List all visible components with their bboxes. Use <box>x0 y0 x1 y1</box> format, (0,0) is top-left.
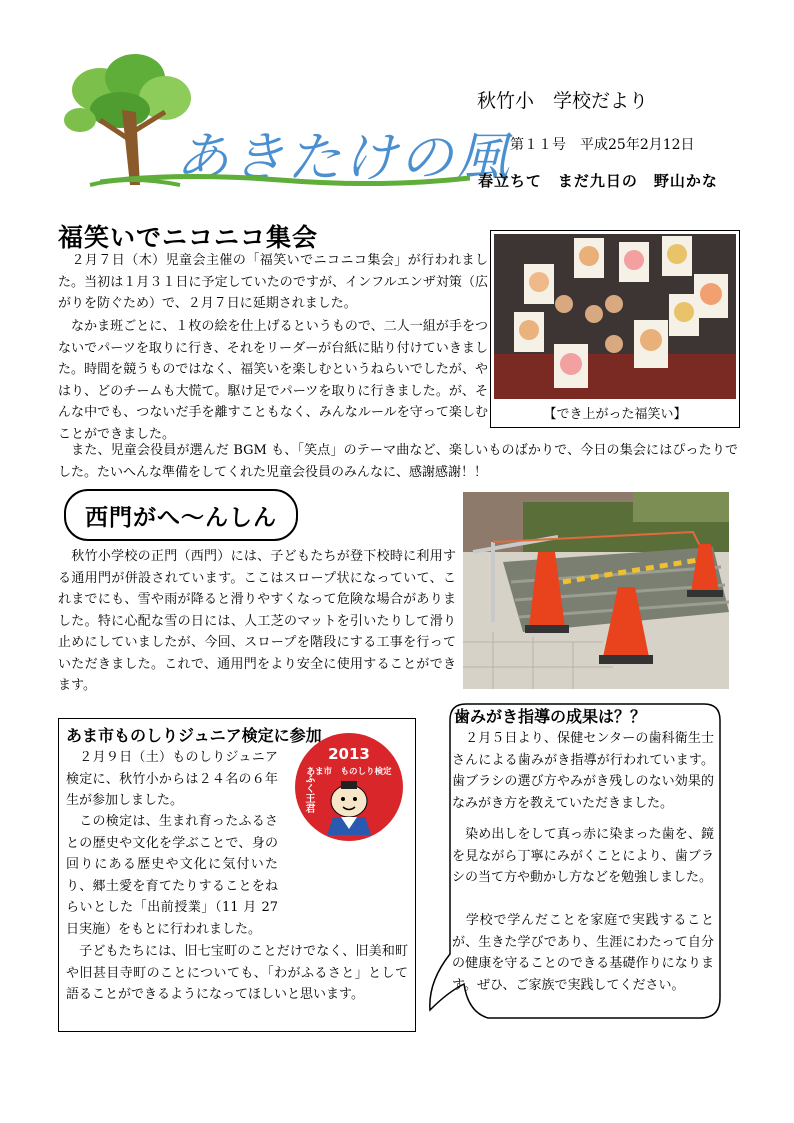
stairs-photo <box>463 492 729 689</box>
article1-paragraph-1: ２月７日（木）児童会主催の「福笑いでニコニコ集会」が行われました。当初は１月３１日に予定していたのですが、インフルエンザ対策（広がりを防ぐため）で、２月７日に延期されました。 <box>58 253 488 311</box>
article-title-nishimon <box>64 489 298 541</box>
masthead <box>60 50 760 200</box>
haiku: 春立ちて まだ九日の 野山かな <box>478 172 718 190</box>
fukuwarai-photo-frame <box>490 230 740 428</box>
article3-paragraph-3: 子どもたちには、旧七宝町のことだけでなく、旧美和町や旧甚目寺町のことについても、「わがふるさと」として語ることができるようになってほしいと思います。 <box>66 944 408 1002</box>
article-title-monoshiri: あま市ものしりジュニア検定に参加 <box>66 726 322 745</box>
fukuwarai-photo-caption: 【でき上がった福笑い】 <box>543 407 687 422</box>
monoshiri-badge <box>295 733 403 841</box>
article4-paragraph-3: 学校で学んだことを家庭で実践することが、生きた学びであり、生涯にわたって自分の健康を守ることのできる基礎作りになります。ぜひ、ご家族で実践してください。 <box>452 913 714 993</box>
article-title-hamigaki: 歯みがき指導の成果は？？ <box>454 707 647 726</box>
article3-paragraph-1: ２月９日（土）ものしりジュニア検定に、秋竹小からは２４名の６年生が参加しました。 <box>66 750 278 808</box>
article2-paragraph-1: 秋竹小学校の正門（西門）には、子どもたちが登下校時に利用する通用門が併設されています。ここはスロープ状になっていて、これまでにも、雪や雨が降ると滑りやすくなって危険な場合がありました。特に心配な雪の日には、人工芝のマットを引いたりして滑り止めにしていましたが、今回、スロープを階段にする工事を行っていただきました。これで、通用門をより安全に使用することができます。 <box>58 549 456 693</box>
mascot-illustration <box>319 779 379 835</box>
badge-mascot-name: ふく王君 <box>303 773 314 813</box>
fukuwarai-photo <box>494 234 736 399</box>
article1-paragraph-2: なかま班ごとに、１枚の絵を仕上げるというもので、二人一組が手をつないでパーツを取りに行き、それをリーダーが台紙に貼り付けていきました。時間を競うものではなく、福笑いを楽しむというねらいでしたが、やはり、どのチームも大慌て。駆け足でパーツを取りに行きました。が、そんな中でも、つないだ手を離すこともなく、みんなルールを守って楽しむことができました。 <box>58 319 488 442</box>
newsletter-title: あきたけの風 <box>175 126 511 189</box>
article3-paragraph-2: この検定は、生まれ育ったふるさとの歴史や文化を学ぶことで、身の回りにある歴史や文化に気付いたり、郷土愛を育てたりすることをねらいとした「出前授業」（11 月 27 日実施）をもとに行われました。 <box>66 814 283 937</box>
badge-year: 2013 <box>328 745 370 763</box>
badge-caption: あま市 ものしり検定 <box>306 767 392 777</box>
article-title-fukuwarai: 福笑いでニコニコ集会 <box>58 223 319 252</box>
article3-box <box>58 718 416 1032</box>
article4-paragraph-1: ２月５日より、保健センターの歯科衛生士さんによる歯みがき指導が行われています。歯ブラシの選び方やみがき残しのない効果的なみがき方を教えていただきました。 <box>452 731 714 811</box>
article1-paragraph-3: また、児童会役員が選んだ BGM も、「笑点」のテーマ曲など、楽しいものばかりで、今日の集会にはぴったりでした。たいへんな準備をしてくれた児童会役員のみんなに、感謝感謝！！ <box>58 443 738 480</box>
newsletter-subtitle: 秋竹小 学校だより <box>477 90 649 112</box>
article4-paragraph-2: 染め出しをして真っ赤に染まった歯を、鏡を見ながら丁寧にみがくことにより、歯ブラシの当て方や動かし方などを勉強しました。 <box>452 827 714 885</box>
issue-date: 第１１号 平成25年2月12日 <box>510 137 695 153</box>
nishimon-title-text: 西門がへ～んしん <box>85 504 277 531</box>
grass-decoration <box>100 168 470 188</box>
